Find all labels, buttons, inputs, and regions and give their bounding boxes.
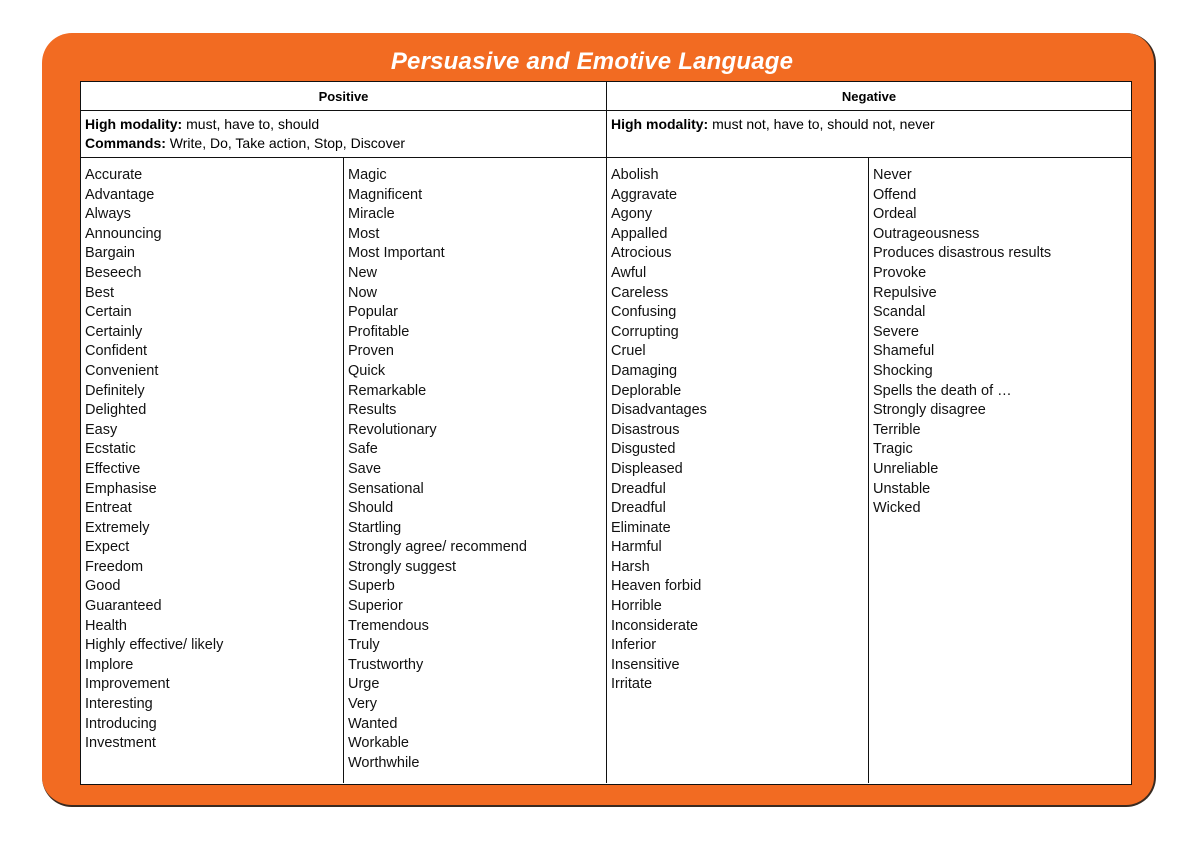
word-item: Wanted [348,715,398,732]
word-item: Interesting [85,696,153,713]
word-item: Convenient [85,362,159,379]
word-item: Ecstatic [85,441,136,458]
word-item: Harsh [611,558,650,575]
word-item: Results [348,402,397,419]
positive-modality-line [85,115,603,134]
word-item: Irritate [611,676,653,693]
word-item: Confusing [611,304,677,321]
word-item: Definitely [85,382,145,399]
word-item: Outrageousness [873,225,980,242]
word-item: Unreliable [873,460,939,477]
word-item: Now [348,284,378,301]
word-item: Accurate [85,167,143,183]
word-item: Proven [348,343,394,360]
word-item: Severe [873,323,919,340]
positive-heading: Positive [318,89,369,104]
word-item: Shocking [873,362,933,379]
word-item: Health [85,617,127,634]
word-item: Beseech [85,264,142,281]
word-item: Unstable [873,480,931,497]
word-item: Horrible [611,598,662,615]
negative-heading: Negative [841,89,897,104]
word-item: Effective [85,460,141,477]
word-item: Certainly [85,323,143,340]
word-item: Quick [348,362,386,379]
word-item: Always [85,206,131,223]
word-item: Ordeal [873,206,917,223]
negative-modality-cell [611,115,1129,134]
word-item: Strongly suggest [348,558,457,575]
word-item: Strongly agree/ recommend [348,539,527,556]
word-item: Workable [348,735,409,752]
positive-column-divider [343,158,344,783]
positive-modality-text: must, have to, should [186,116,320,132]
word-item: Freedom [85,558,144,575]
word-item: Improvement [85,676,170,693]
word-item: Wicked [873,500,921,517]
positive-modality-label: High modality: [85,116,183,132]
word-item: Abolish [611,167,659,183]
word-item: Offend [873,186,917,203]
word-item: Advantage [85,186,155,203]
word-item: Strongly disagree [873,402,986,419]
word-item: Bargain [85,245,135,262]
word-item: Highly effective/ likely [85,637,224,654]
positive-words-column-1 [85,166,223,754]
word-item: Save [348,460,382,477]
word-item: Superior [348,598,403,615]
word-item: Repulsive [873,284,937,301]
positive-modality-cell [85,115,603,153]
positive-commands-text: Write, Do, Take action, Stop, Discover [169,135,406,151]
center-divider [606,82,607,783]
word-item: Eliminate [611,519,671,536]
word-item: Aggravate [611,186,678,203]
word-item: Worthwhile [348,754,420,771]
word-item: Appalled [611,225,668,242]
word-item: Announcing [85,225,162,242]
word-item: Careless [611,284,669,301]
word-item: Should [348,500,394,517]
word-item: Agony [611,206,653,223]
word-item: Most Important [348,245,445,262]
word-item: Startling [348,519,402,536]
word-item: Good [85,578,121,595]
positive-commands-line [85,134,603,153]
word-item: Never [873,167,912,183]
word-item: Best [85,284,115,301]
word-item: Revolutionary [348,421,437,438]
word-item: Provoke [873,264,927,281]
negative-modality-line [611,115,1129,134]
word-item: Heaven forbid [611,578,702,595]
word-item: Dreadful [611,480,666,497]
word-item: Profitable [348,323,410,340]
word-item: Superb [348,578,395,595]
page-title: Persuasive and Emotive Language [390,48,794,75]
negative-modality-label: High modality: [611,116,709,132]
word-item: Confident [85,343,148,360]
word-item: Truly [348,637,380,654]
word-item: Certain [85,304,132,321]
word-item: Disadvantages [611,402,707,419]
word-item: Guaranteed [85,598,162,615]
negative-modality-text: must not, have to, should not, never [712,116,935,132]
positive-commands-label: Commands: [85,135,166,151]
word-item: Introducing [85,715,157,732]
word-item: Magic [348,167,387,183]
word-item: Most [348,225,380,242]
word-item: Safe [348,441,378,458]
negative-words-column-1 [611,166,707,695]
word-item: Entreat [85,500,132,517]
word-item: Produces disastrous results [873,245,1052,262]
word-item: Insensitive [611,656,680,673]
word-item: Investment [85,735,156,752]
word-item: Extremely [85,519,150,536]
word-item: Miracle [348,206,395,223]
word-item: Emphasise [85,480,157,497]
word-item: Tragic [873,441,913,458]
word-item: Popular [348,304,398,321]
word-item: Scandal [873,304,926,321]
word-item: Displeased [611,460,683,477]
word-item: Expect [85,539,130,556]
word-item: Deplorable [611,382,682,399]
word-item: Urge [348,676,380,693]
word-item: Atrocious [611,245,672,262]
word-item: Cruel [611,343,646,360]
positive-words-column-2 [348,166,527,773]
word-item: Very [348,696,378,713]
word-item: Magnificent [348,186,423,203]
word-item: Terrible [873,421,921,438]
word-item: Inconsiderate [611,617,699,634]
word-item: Implore [85,656,134,673]
word-item: New [348,264,378,281]
word-item: Tremendous [348,617,429,634]
word-item: Shameful [873,343,935,360]
word-table [80,81,1132,785]
negative-column-divider [868,158,869,783]
word-item: Harmful [611,539,662,556]
word-item: Disgusted [611,441,676,458]
word-item: Disastrous [611,421,680,438]
word-item: Easy [85,421,118,438]
word-item: Corrupting [611,323,679,340]
word-item: Remarkable [348,382,427,399]
word-item: Dreadful [611,500,666,517]
negative-words-column-2 [873,166,1051,519]
word-item: Delighted [85,402,147,419]
word-item: Inferior [611,637,657,654]
word-item: Sensational [348,480,424,497]
word-item: Spells the death of … [873,382,1012,399]
word-item: Trustworthy [348,656,424,673]
word-item: Awful [611,264,647,281]
word-item: Damaging [611,362,678,379]
